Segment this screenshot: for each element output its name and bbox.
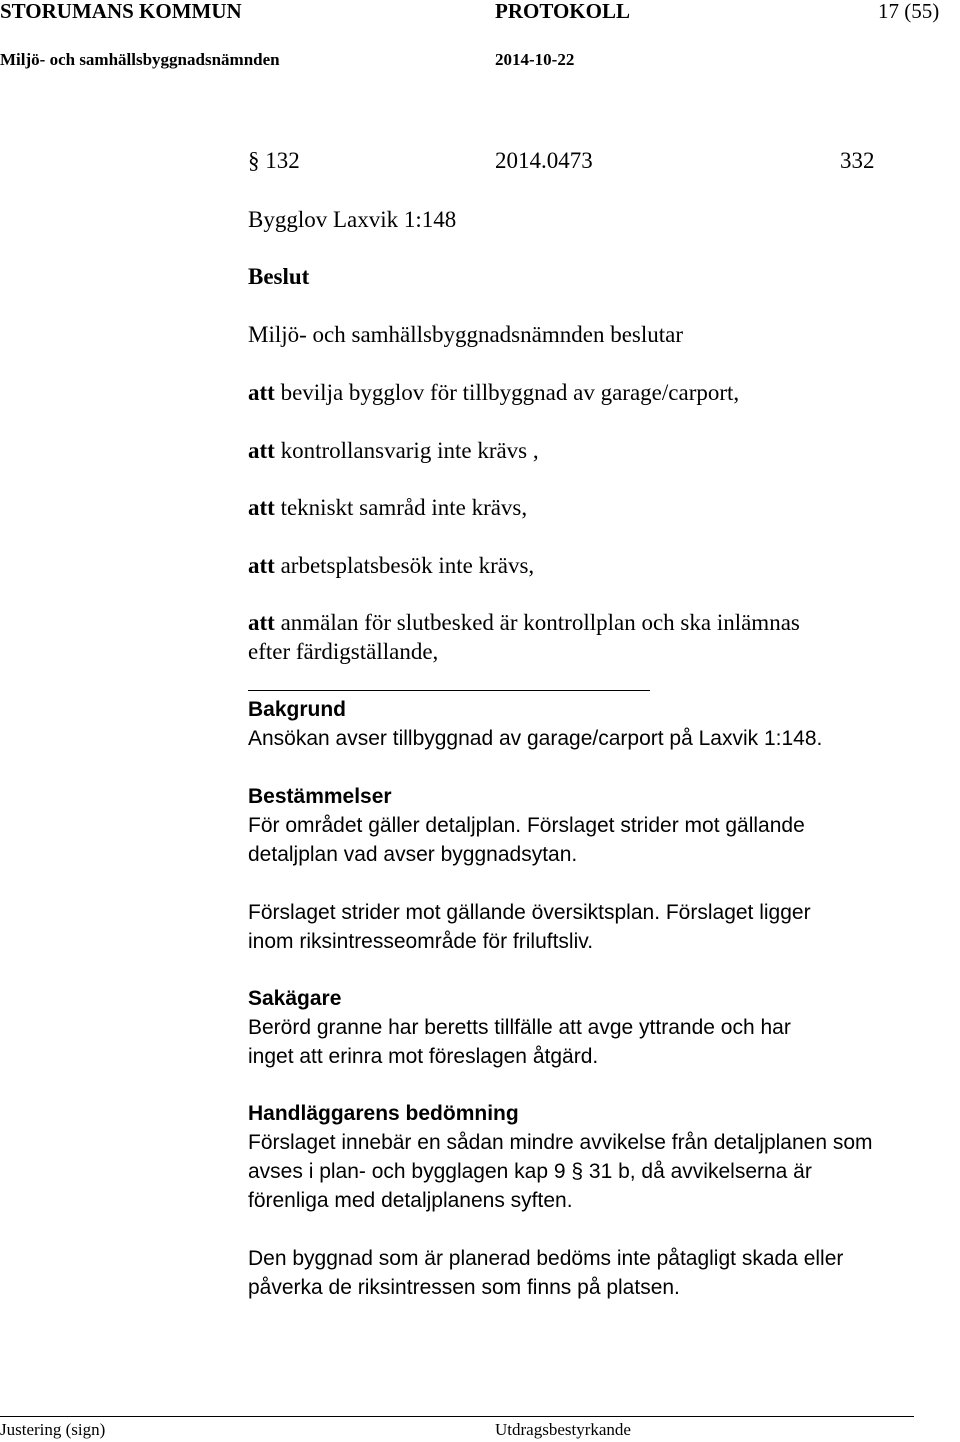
att-keyword: att (248, 380, 275, 405)
case-ref: 332 (840, 148, 875, 173)
section-divider (248, 690, 650, 691)
parties-text: Berörd granne har beretts tillfälle att avge yttrande och har (248, 1016, 791, 1039)
assessment-text: Förslaget innebär en sådan mindre avvikelse från detaljplanen som (248, 1131, 873, 1154)
signature-label: Justering (sign) (0, 1420, 106, 1439)
att-keyword: att (248, 438, 275, 463)
page-number: 17 (55) (878, 0, 940, 23)
regulations-heading: Bestämmelser (248, 785, 392, 808)
regulations-text: För området gäller detaljplan. Förslaget strider mot gällande (248, 814, 805, 837)
footer-rule (0, 1416, 914, 1417)
background-heading: Bakgrund (248, 698, 347, 721)
decision-item-text: bevilja bygglov för tillbyggnad av garage/carport, (274, 380, 740, 405)
doc-type: PROTOKOLL (495, 0, 630, 23)
att-keyword: att (248, 610, 275, 635)
diary-number: 2014.0473 (495, 148, 593, 173)
decision-item-text: anmälan för slutbesked är kontrollplan och ska inlämnas (274, 610, 800, 635)
org-name: STORUMANS KOMMUN (0, 0, 242, 23)
assessment-text: förenliga med detaljplanens syften. (248, 1189, 573, 1212)
decision-item-text: arbetsplatsbesök inte krävs, (274, 553, 535, 578)
decision-item (248, 551, 534, 580)
decision-item (248, 436, 539, 465)
assessment-text: avses i plan- och bygglagen kap 9 § 31 b, då avvikelserna är (248, 1160, 812, 1183)
meeting-date: 2014-10-22 (495, 50, 575, 69)
case-title: Bygglov Laxvik 1:148 (248, 207, 457, 232)
decision-item (248, 608, 800, 637)
decision-heading: Beslut (248, 264, 310, 289)
decision-item-continuation: efter färdigställande, (248, 639, 439, 664)
att-keyword: att (248, 553, 275, 578)
regulations-text: inom riksintresseområde för friluftsliv. (248, 930, 594, 953)
regulations-text: Förslaget strider mot gällande översiktsplan. Förslaget ligger (248, 901, 811, 924)
parties-text: inget att erinra mot föreslagen åtgärd. (248, 1045, 599, 1068)
decision-item (248, 378, 739, 407)
decision-item-text: kontrollansvarig inte krävs , (274, 438, 539, 463)
decision-item (248, 493, 527, 522)
paragraph-number: § 132 (248, 148, 300, 173)
assessment-text: påverka de riksintressen som finns på platsen. (248, 1276, 680, 1299)
extract-label: Utdragsbestyrkande (495, 1420, 631, 1439)
parties-heading: Sakägare (248, 987, 342, 1010)
assessment-heading: Handläggarens bedömning (248, 1102, 519, 1125)
assessment-text: Den byggnad som är planerad bedöms inte påtagligt skada eller (248, 1247, 844, 1270)
background-text: Ansökan avser tillbyggnad av garage/carport på Laxvik 1:148. (248, 727, 823, 750)
decision-item-text: tekniskt samråd inte krävs, (274, 495, 528, 520)
decision-intro: Miljö- och samhällsbyggnadsnämnden beslutar (248, 322, 684, 347)
regulations-text: detaljplan vad avser byggnadsytan. (248, 843, 578, 866)
committee-name: Miljö- och samhällsbyggnadsnämnden (0, 50, 280, 69)
att-keyword: att (248, 495, 275, 520)
